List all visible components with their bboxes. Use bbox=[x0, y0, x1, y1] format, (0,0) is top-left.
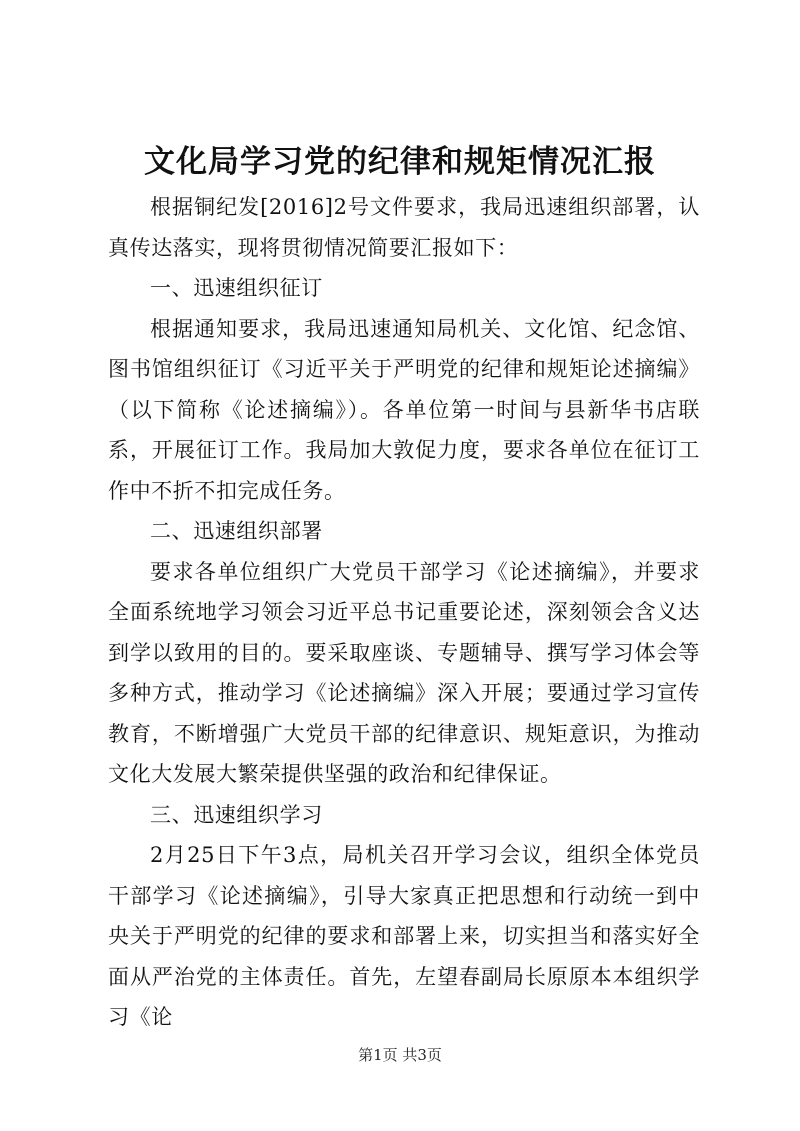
paragraph-section-1: 根据通知要求，我局迅速通知局机关、文化馆、纪念馆、图书馆组织征订《习近平关于严明党的纪律和规矩论述摘编》（以下简称《论述摘编》）。各单位第一时间与县新华书店联系，开展征订工作。我局加大敦促力度，要求各单位在征订工作中不折不扣完成任务。 bbox=[108, 316, 700, 503]
document-title: 文化局学习党的纪律和规矩情况汇报 bbox=[144, 144, 656, 180]
paragraph-intro: 根据铜纪发[2016]2号文件要求，我局迅速组织部署，认真传达落实，现将贯彻情况简要汇报如下： bbox=[108, 195, 700, 260]
section-heading-2: 二、迅速组织部署 bbox=[150, 519, 323, 543]
section-heading-3: 三、迅速组织学习 bbox=[150, 802, 323, 827]
page-number-footer: 第1页 共3页 bbox=[358, 1046, 442, 1064]
paragraph-section-2: 要求各单位组织广大党员干部学习《论述摘编》，并要求全面系统地学习领会习近平总书记重要论述，深刻领会含义达到学以致用的目的。要采取座谈、专题辅导、撰写学习体会等多种方式，推动学习《论述摘编》深入开展；要通过学习宣传教育，不断增强广大党员干部的纪律意识、规矩意识，为推动文化大发展大繁荣提供坚强的政治和纪律保证。 bbox=[108, 559, 700, 786]
paragraph-section-3: 2月25日下午3点，局机关召开学习会议，组织全体党员干部学习《论述摘编》，引导大家真正把思想和行动统一到中央关于严明党的纪律的要求和部署上来，切实担当和落实好全面从严治党的主体责任。首先，左望春副局长原原本本组织学习《论 bbox=[108, 843, 700, 1029]
section-heading-1: 一、迅速组织征订 bbox=[150, 276, 323, 300]
document-body bbox=[108, 187, 700, 1038]
